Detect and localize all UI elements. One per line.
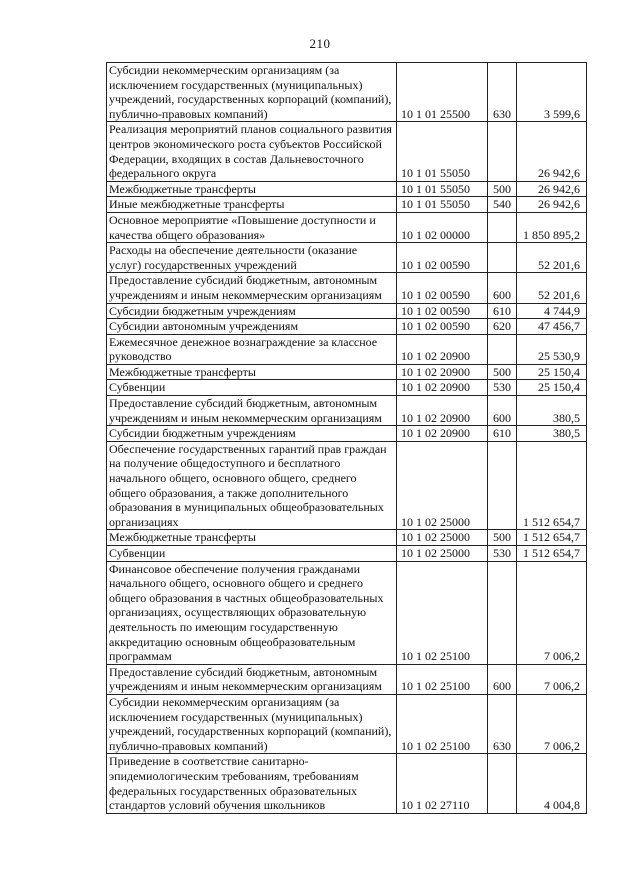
amount-cell: 25 150,4: [517, 364, 587, 380]
budget-code-cell: 10 1 02 25100: [397, 561, 488, 664]
expense-name-cell: Субсидии бюджетным учреждениям: [107, 303, 397, 319]
table-row: [107, 441, 587, 530]
table-row: [107, 334, 587, 364]
table-row: [107, 530, 587, 546]
expense-name-cell: Субвенции: [107, 380, 397, 396]
budget-code-cell: 10 1 02 00000: [397, 212, 488, 242]
amount-cell: 1 512 654,7: [517, 441, 587, 530]
budget-code-cell: 10 1 01 55050: [397, 197, 488, 213]
amount-cell: 7 006,2: [517, 694, 587, 753]
expense-name-cell: Предоставление субсидий бюджетным, автономным учреждениям и иным некоммерческим организациям: [107, 273, 397, 303]
amount-cell: 26 942,6: [517, 197, 587, 213]
table-row: [107, 243, 587, 273]
amount-cell: 4 744,9: [517, 303, 587, 319]
expense-name-cell: Приведение в соответствие санитарно-эпидемиологическим требованиям, требованиям федеральных государственных образовательных стандартов условий обучения школьников: [107, 754, 397, 813]
budget-code-cell: 10 1 02 00590: [397, 303, 488, 319]
budget-table: [106, 62, 587, 814]
budget-code-cell: 10 1 01 25500: [397, 63, 488, 122]
expense-type-cell: 600: [488, 396, 517, 426]
budget-code-cell: 10 1 02 25000: [397, 546, 488, 562]
amount-cell: 1 512 654,7: [517, 530, 587, 546]
table-row: [107, 380, 587, 396]
expense-type-cell: 500: [488, 181, 517, 197]
table-row: [107, 664, 587, 694]
amount-cell: 1 512 654,7: [517, 546, 587, 562]
budget-code-cell: 10 1 02 20900: [397, 380, 488, 396]
table-row: [107, 181, 587, 197]
expense-type-cell: [488, 441, 517, 530]
budget-code-cell: 10 1 02 25100: [397, 694, 488, 753]
table-row: [107, 561, 587, 664]
expense-name-cell: Расходы на обеспечение деятельности (оказание услуг) государственных учреждений: [107, 243, 397, 273]
expense-name-cell: Межбюджетные трансферты: [107, 364, 397, 380]
expense-name-cell: Иные межбюджетные трансферты: [107, 197, 397, 213]
table-row: [107, 122, 587, 181]
expense-type-cell: 500: [488, 530, 517, 546]
budget-code-cell: 10 1 02 00590: [397, 243, 488, 273]
expense-type-cell: 540: [488, 197, 517, 213]
amount-cell: 380,5: [517, 396, 587, 426]
expense-type-cell: 610: [488, 303, 517, 319]
budget-code-cell: 10 1 01 55050: [397, 181, 488, 197]
table-row: [107, 546, 587, 562]
amount-cell: 25 530,9: [517, 334, 587, 364]
amount-cell: 380,5: [517, 426, 587, 442]
expense-name-cell: Субсидии некоммерческим организациям (за исключением государственных (муниципальных) учреждений, государственных корпораций (компаний), публично-правовых компаний): [107, 694, 397, 753]
amount-cell: 52 201,6: [517, 243, 587, 273]
table-row: [107, 63, 587, 122]
expense-type-cell: 600: [488, 664, 517, 694]
amount-cell: 47 456,7: [517, 319, 587, 335]
expense-type-cell: 630: [488, 694, 517, 753]
amount-cell: 26 942,6: [517, 181, 587, 197]
expense-name-cell: Субсидии некоммерческим организациям (за исключением государственных (муниципальных) учреждений, государственных корпораций (компаний), публично-правовых компаний): [107, 63, 397, 122]
expense-type-cell: [488, 212, 517, 242]
table-row: [107, 396, 587, 426]
page-number: 210: [309, 36, 331, 51]
table-row: [107, 754, 587, 813]
budget-code-cell: 10 1 02 20900: [397, 334, 488, 364]
table-row: [107, 197, 587, 213]
table-row: [107, 694, 587, 753]
budget-code-cell: 10 1 02 20900: [397, 426, 488, 442]
expense-name-cell: Межбюджетные трансферты: [107, 530, 397, 546]
expense-type-cell: 630: [488, 63, 517, 122]
expense-name-cell: Предоставление субсидий бюджетным, автономным учреждениям и иным некоммерческим организациям: [107, 664, 397, 694]
expense-type-cell: [488, 561, 517, 664]
table-row: [107, 303, 587, 319]
table-body: [107, 63, 587, 814]
expense-name-cell: Финансовое обеспечение получения гражданами начального общего, основного общего и среднего общего образования в частных общеобразовательных организациях, осуществляющих образовательную деятельность по имеющим государственную аккредитацию основным общеобразовательным программам: [107, 561, 397, 664]
expense-type-cell: [488, 754, 517, 813]
amount-cell: 52 201,6: [517, 273, 587, 303]
expense-type-cell: 500: [488, 364, 517, 380]
budget-code-cell: 10 1 02 25000: [397, 441, 488, 530]
amount-cell: 4 004,8: [517, 754, 587, 813]
amount-cell: 25 150,4: [517, 380, 587, 396]
expense-type-cell: 530: [488, 546, 517, 562]
expense-name-cell: Ежемесячное денежное вознаграждение за классное руководство: [107, 334, 397, 364]
expense-type-cell: [488, 334, 517, 364]
expense-type-cell: 620: [488, 319, 517, 335]
budget-code-cell: 10 1 02 27110: [397, 754, 488, 813]
amount-cell: 1 850 895,2: [517, 212, 587, 242]
expense-type-cell: [488, 243, 517, 273]
expense-name-cell: Предоставление субсидий бюджетным, автономным учреждениям и иным некоммерческим организациям: [107, 396, 397, 426]
table-row: [107, 212, 587, 242]
expense-type-cell: 600: [488, 273, 517, 303]
amount-cell: 26 942,6: [517, 122, 587, 181]
table-row: [107, 319, 587, 335]
budget-code-cell: 10 1 02 00590: [397, 273, 488, 303]
amount-cell: 3 599,6: [517, 63, 587, 122]
expense-type-cell: 530: [488, 380, 517, 396]
amount-cell: 7 006,2: [517, 561, 587, 664]
table-row: [107, 273, 587, 303]
expense-name-cell: Субсидии бюджетным учреждениям: [107, 426, 397, 442]
expense-name-cell: Субвенции: [107, 546, 397, 562]
expense-name-cell: Реализация мероприятий планов социального развития центров экономического роста субъектов Российской Федерации, входящих в состав Дальневосточного федерального округа: [107, 122, 397, 181]
expense-type-cell: [488, 122, 517, 181]
amount-cell: 7 006,2: [517, 664, 587, 694]
expense-name-cell: Обеспечение государственных гарантий прав граждан на получение общедоступного и бесплатного начального общего, основного общего, среднего общего образования, а также дополнительного образования в муниципальных общеобразовательных организациях: [107, 441, 397, 530]
table-row: [107, 364, 587, 380]
expense-name-cell: Субсидии автономным учреждениям: [107, 319, 397, 335]
budget-code-cell: 10 1 01 55050: [397, 122, 488, 181]
expense-name-cell: Основное мероприятие «Повышение доступности и качества общего образования»: [107, 212, 397, 242]
budget-code-cell: 10 1 02 20900: [397, 364, 488, 380]
budget-code-cell: 10 1 02 25000: [397, 530, 488, 546]
expense-type-cell: 610: [488, 426, 517, 442]
budget-code-cell: 10 1 02 20900: [397, 396, 488, 426]
budget-code-cell: 10 1 02 00590: [397, 319, 488, 335]
table-row: [107, 426, 587, 442]
expense-name-cell: Межбюджетные трансферты: [107, 181, 397, 197]
budget-code-cell: 10 1 02 25100: [397, 664, 488, 694]
